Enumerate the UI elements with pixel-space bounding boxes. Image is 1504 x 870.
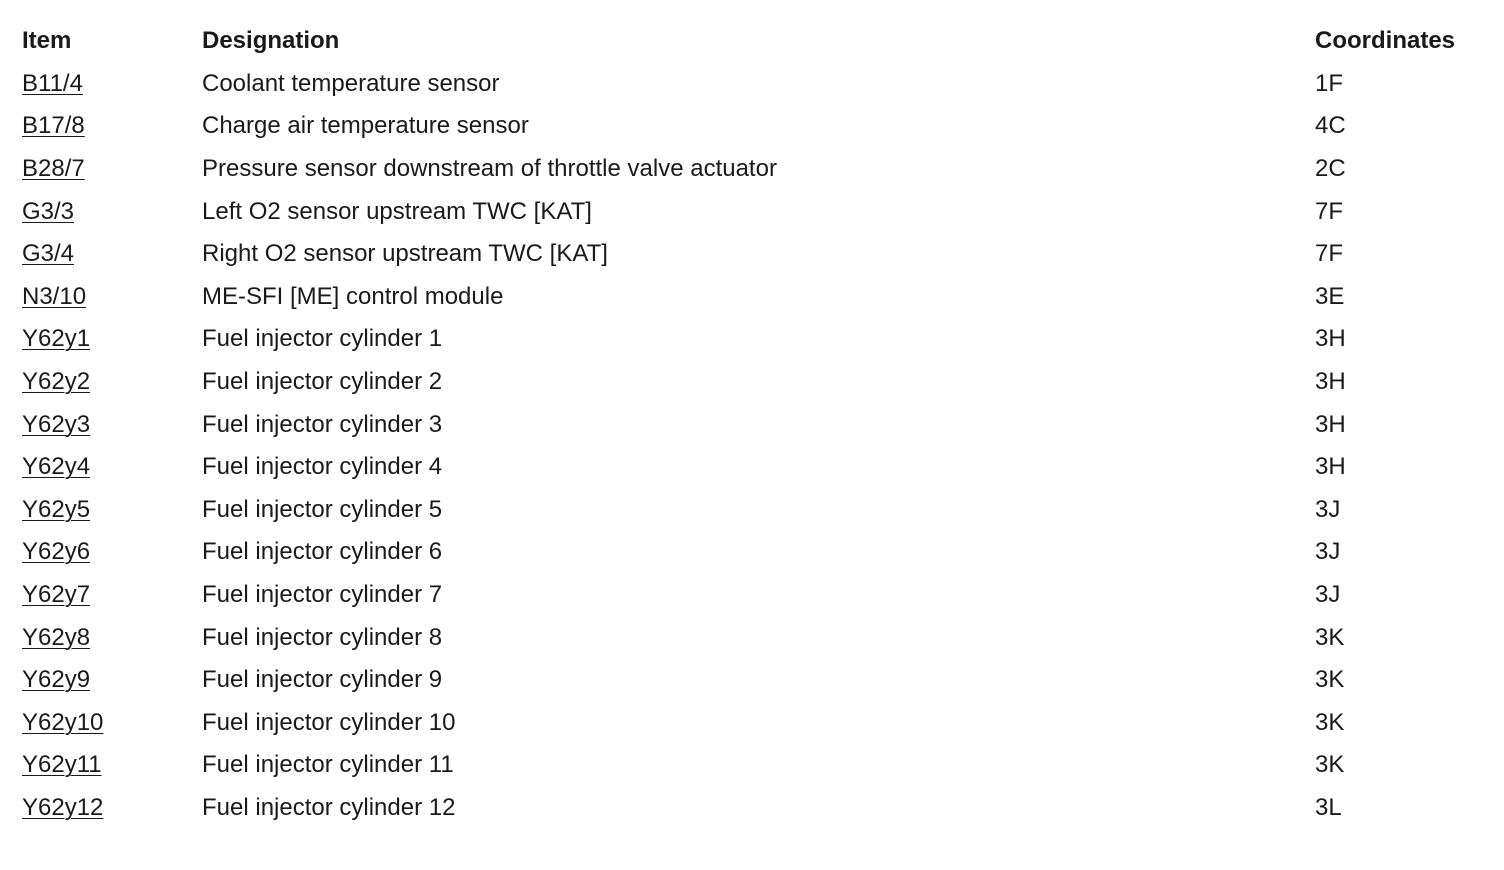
item-link[interactable]: G3/4: [22, 240, 75, 268]
coordinates-cell: 3H: [1315, 410, 1346, 438]
table-row: [22, 531, 1482, 574]
item-cell: [22, 190, 202, 233]
designation-cell: Fuel injector cylinder 7: [202, 581, 443, 609]
table-row: [22, 63, 1482, 106]
coordinates-cell: 7F: [1315, 197, 1344, 225]
table-row: [22, 318, 1482, 361]
item-cell: [22, 489, 202, 532]
table-row: [22, 659, 1482, 702]
item-cell: [22, 148, 202, 191]
component-legend-table: [22, 20, 1482, 829]
table-row: [22, 489, 1482, 532]
item-cell: [22, 659, 202, 702]
table-row: [22, 702, 1482, 745]
designation-cell: Fuel injector cylinder 6: [202, 538, 443, 566]
item-cell: [22, 446, 202, 489]
coordinates-cell: 3K: [1315, 666, 1345, 694]
item-link[interactable]: Y62y7: [22, 581, 91, 609]
designation-cell: Fuel injector cylinder 1: [202, 325, 443, 353]
designation-cell: Fuel injector cylinder 2: [202, 368, 443, 396]
column-header-designation: Designation: [202, 27, 340, 55]
item-cell: [22, 531, 202, 574]
designation-cell: Fuel injector cylinder 12: [202, 793, 456, 821]
item-cell: [22, 787, 202, 830]
table-row: [22, 403, 1482, 446]
coordinates-cell: 3E: [1315, 282, 1345, 310]
item-cell: [22, 105, 202, 148]
coordinates-cell: 1F: [1315, 69, 1344, 97]
item-link[interactable]: Y62y11: [22, 751, 102, 779]
coordinates-cell: 3J: [1315, 538, 1341, 566]
table-row: [22, 787, 1482, 830]
table-row: [22, 446, 1482, 489]
item-link[interactable]: Y62y12: [22, 793, 104, 821]
item-cell: [22, 63, 202, 106]
designation-cell: Charge air temperature sensor: [202, 112, 529, 140]
coordinates-cell: 3K: [1315, 708, 1345, 736]
item-cell: [22, 233, 202, 276]
item-link[interactable]: B28/7: [22, 155, 85, 183]
designation-cell: Fuel injector cylinder 11: [202, 751, 454, 779]
table-row: [22, 574, 1482, 617]
designation-cell: Fuel injector cylinder 4: [202, 453, 443, 481]
coordinates-cell: 7F: [1315, 240, 1344, 268]
column-header-item: Item: [22, 27, 72, 55]
item-cell: [22, 702, 202, 745]
coordinates-cell: 3J: [1315, 495, 1341, 523]
coordinates-cell: 3K: [1315, 751, 1345, 779]
header-row: [22, 20, 1482, 63]
designation-cell: Pressure sensor downstream of throttle valve actuator: [202, 155, 777, 183]
table-row: [22, 276, 1482, 319]
designation-cell: Fuel injector cylinder 5: [202, 495, 443, 523]
item-link[interactable]: Y62y3: [22, 410, 91, 438]
table-row: [22, 105, 1482, 148]
item-link[interactable]: B17/8: [22, 112, 85, 140]
coordinates-cell: 2C: [1315, 155, 1346, 183]
coordinates-cell: 3H: [1315, 453, 1346, 481]
table-header: [22, 20, 1482, 63]
designation-cell: Right O2 sensor upstream TWC [KAT]: [202, 240, 608, 268]
item-cell: [22, 361, 202, 404]
item-link[interactable]: B11/4: [22, 69, 83, 97]
coordinates-cell: 3L: [1315, 793, 1342, 821]
table-row: [22, 233, 1482, 276]
item-link[interactable]: Y62y8: [22, 623, 91, 651]
item-link[interactable]: Y62y9: [22, 666, 91, 694]
item-cell: [22, 616, 202, 659]
coordinates-cell: 4C: [1315, 112, 1346, 140]
item-link[interactable]: Y62y4: [22, 453, 91, 481]
table-row: [22, 148, 1482, 191]
item-link[interactable]: Y62y2: [22, 368, 91, 396]
coordinates-cell: 3J: [1315, 581, 1341, 609]
designation-cell: Left O2 sensor upstream TWC [KAT]: [202, 197, 592, 225]
item-cell: [22, 574, 202, 617]
coordinates-cell: 3K: [1315, 623, 1345, 651]
item-link[interactable]: Y62y1: [22, 325, 91, 353]
table-row: [22, 616, 1482, 659]
item-cell: [22, 403, 202, 446]
column-header-coordinates: Coordinates: [1315, 27, 1456, 55]
item-cell: [22, 744, 202, 787]
item-link[interactable]: Y62y6: [22, 538, 91, 566]
item-link[interactable]: Y62y10: [22, 708, 104, 736]
designation-cell: Fuel injector cylinder 3: [202, 410, 443, 438]
item-link[interactable]: Y62y5: [22, 495, 91, 523]
coordinates-cell: 3H: [1315, 325, 1346, 353]
item-link[interactable]: G3/3: [22, 197, 75, 225]
designation-cell: Fuel injector cylinder 9: [202, 666, 443, 694]
designation-cell: Fuel injector cylinder 8: [202, 623, 443, 651]
table-body: [22, 63, 1482, 830]
table-row: [22, 361, 1482, 404]
item-cell: [22, 276, 202, 319]
table-row: [22, 744, 1482, 787]
designation-cell: ME-SFI [ME] control module: [202, 282, 504, 310]
designation-cell: Fuel injector cylinder 10: [202, 708, 456, 736]
table-row: [22, 190, 1482, 233]
coordinates-cell: 3H: [1315, 368, 1346, 396]
item-cell: [22, 318, 202, 361]
designation-cell: Coolant temperature sensor: [202, 69, 500, 97]
item-link[interactable]: N3/10: [22, 282, 87, 310]
